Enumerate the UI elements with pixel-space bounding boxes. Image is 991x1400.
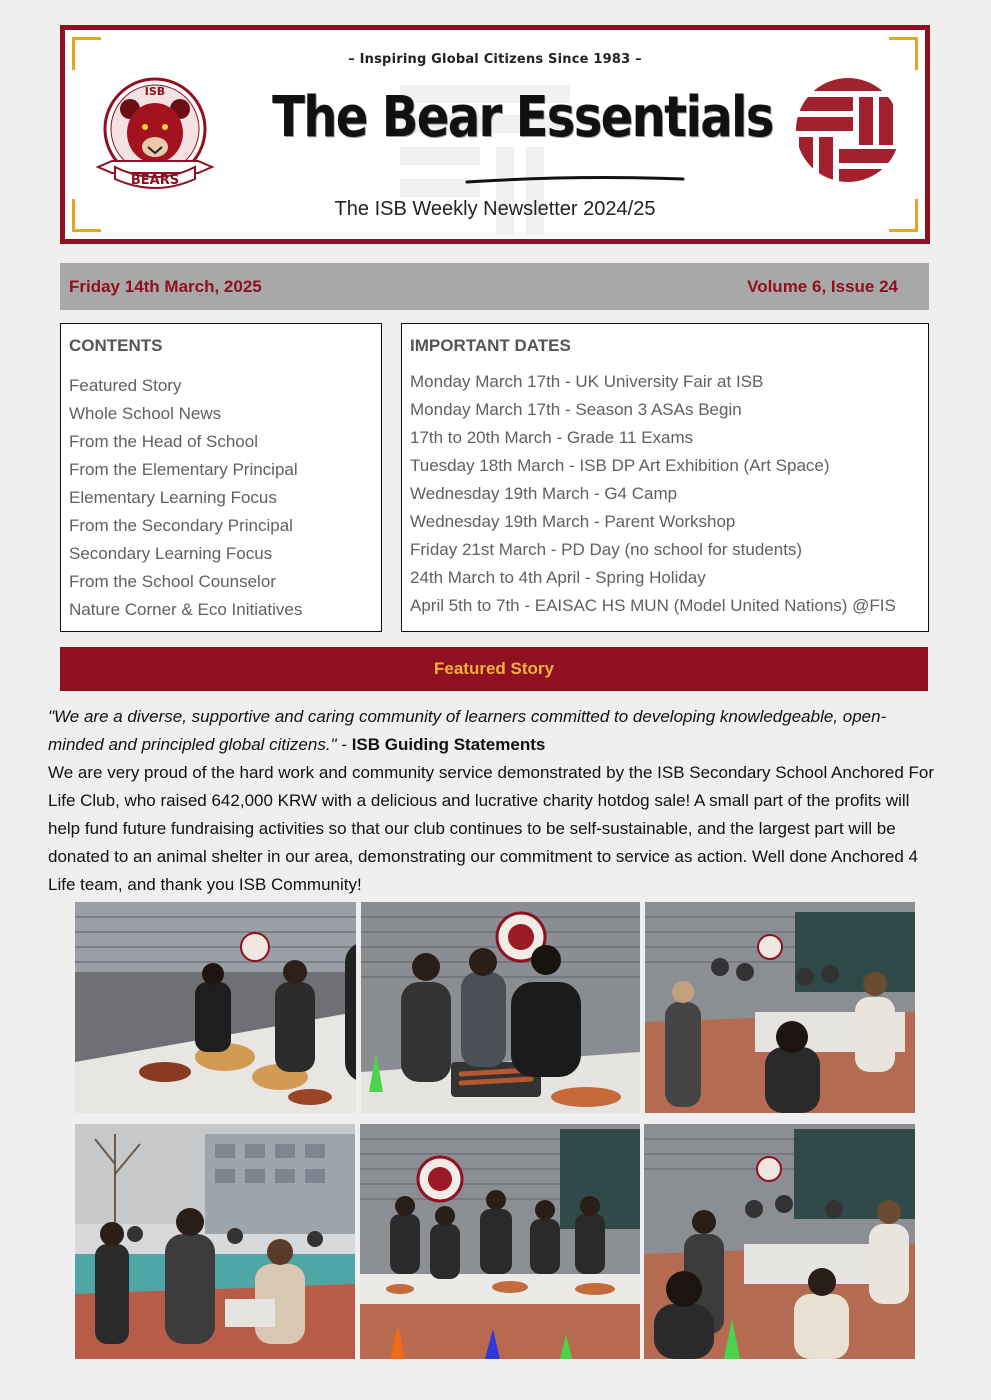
featured-story-text [48,703,938,899]
contents-link-elementary-learning-focus[interactable]: Elementary Learning Focus [69,488,277,507]
quote-separator: - [336,735,352,754]
brush-stroke-decoration [465,176,685,184]
contents-link-school-counselor[interactable]: From the School Counselor [69,572,276,591]
hotdog-sale-photo [360,1124,640,1359]
important-date-item: Monday March 17th - UK University Fair at ISB [410,372,764,391]
hotdog-sale-photo [361,902,640,1113]
issue-date-bar [60,263,929,310]
important-date-item: 24th March to 4th April - Spring Holiday [410,568,706,587]
guiding-statement-source: ISB Guiding Statements [351,735,546,754]
bears-logo-top-text: ISB [144,85,166,98]
contents-box [60,323,382,632]
guiding-statement [48,703,938,759]
important-dates-list [410,368,896,620]
issue-volume: Volume 6, Issue 24 [747,277,898,296]
isb-school-logo-icon [793,75,903,185]
featured-story-heading: Featured Story [434,659,554,678]
issue-date: Friday 14th March, 2025 [69,277,262,296]
newsletter-title: The Bear Essentials [272,85,773,150]
bears-logo-bottom-text: BEARS [130,173,180,188]
hotdog-sale-photo [75,902,356,1113]
banner-inner [65,30,925,239]
featured-story-header [60,647,928,691]
contents-list [69,372,302,624]
important-date-item: Monday March 17th - Season 3 ASAs Begin [410,400,742,419]
important-date-item: Tuesday 18th March - ISB DP Art Exhibition (Art Space) [410,456,830,475]
contents-link-secondary-principal[interactable]: From the Secondary Principal [69,516,293,535]
important-date-item: April 5th to 7th - EAISAC HS MUN (Model United Nations) @FIS [410,596,896,615]
important-date-item: Wednesday 19th March - Parent Workshop [410,512,736,531]
important-dates-heading: IMPORTANT DATES [410,336,571,355]
important-dates-box [401,323,929,632]
contents-link-head-of-school[interactable]: From the Head of School [69,432,258,451]
contents-link-whole-school-news[interactable]: Whole School News [69,404,222,423]
contents-link-featured-story[interactable]: Featured Story [69,376,182,395]
contents-heading: CONTENTS [69,336,163,355]
contents-link-nature-corner[interactable]: Nature Corner & Eco Initiatives [69,600,303,619]
hotdog-sale-photo [75,1124,355,1359]
important-date-item: Friday 21st March - PD Day (no school for students) [410,540,803,559]
featured-story-body: We are very proud of the hard work and community service demonstrated by the ISB Secondary School Anchored For Life Club, who raised 642,000 KRW with a delicious and lucrative charity hotdog sale! A small part of the profits will help fund future fundraising activities so that our club continues to be self-sustainable, and the largest part will be donated to an animal shelter in our area, demonstrating our commitment to service as action. Well done Anchored 4 Life team, and thank you ISB Community! [48,763,935,894]
newsletter-subtitle: The ISB Weekly Newsletter 2024/25 [334,198,656,220]
hotdog-sale-photo [645,902,915,1113]
important-date-item: 17th to 20th March - Grade 11 Exams [410,428,694,447]
newsletter-banner [60,25,930,244]
isb-bears-logo-icon [90,75,220,195]
newsletter-tagline: – Inspiring Global Citizens Since 1983 – [348,52,642,67]
contents-link-secondary-learning-focus[interactable]: Secondary Learning Focus [69,544,273,563]
important-date-item: Wednesday 19th March - G4 Camp [410,484,678,503]
hotdog-sale-photo [644,1124,915,1359]
contents-link-elementary-principal[interactable]: From the Elementary Principal [69,460,298,479]
guiding-statement-quote: "We are a diverse, supportive and caring community of learners committed to developing knowledgeable, open-minded and principled global citizens." [48,707,887,754]
